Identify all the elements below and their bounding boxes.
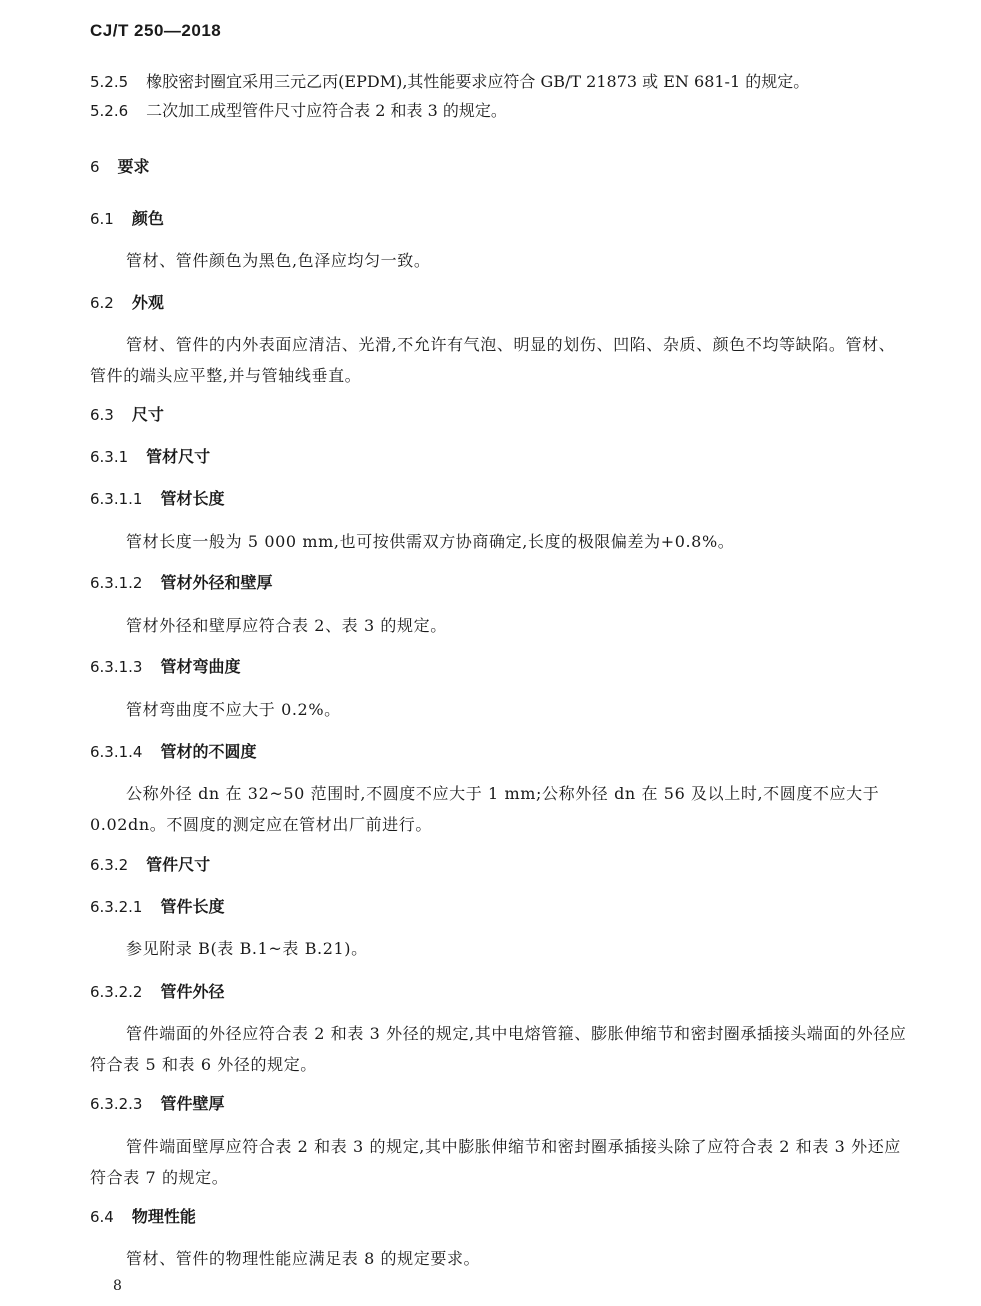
section-6-3-1-3-heading — [90, 656, 921, 678]
section-number: 6.3.1.2 — [90, 574, 143, 592]
section-title: 管材长度 — [160, 489, 225, 508]
section-title: 外观 — [131, 293, 164, 312]
section-6-2-body: 管材、管件的内外表面应清洁、光滑,不允许有气泡、明显的划伤、凹陷、杂质、颜色不均等缺陷。管材、管件的端头应平整,并与管轴线垂直。 — [90, 335, 896, 385]
section-6-3-1-2-body: 管材外径和壁厚应符合表 2、表 3 的规定。 — [126, 616, 447, 635]
section-title: 管件壁厚 — [160, 1094, 225, 1113]
section-number: 6.3.2.2 — [90, 983, 143, 1001]
section-6-3-2-2-body: 管件端面的外径应符合表 2 和表 3 外径的规定,其中电熔管箍、膨胀伸缩节和密封圈承插接头端面的外径应符合表 5 和表 6 外径的规定。 — [90, 1024, 907, 1074]
section-6-heading — [90, 156, 921, 178]
clause-number: 5.2.5 — [90, 73, 129, 91]
section-title: 管件长度 — [160, 897, 225, 916]
section-6-1-body: 管材、管件颜色为黑色,色泽应均匀一致。 — [126, 251, 431, 270]
section-6-3-2-3-heading — [90, 1093, 921, 1115]
section-number: 6.3.2.3 — [90, 1095, 143, 1113]
section-title: 管材尺寸 — [146, 447, 211, 466]
section-6-3-2-1-heading — [90, 896, 921, 918]
section-number: 6.3 — [90, 406, 114, 424]
section-6-4-body: 管材、管件的物理性能应满足表 8 的规定要求。 — [126, 1249, 481, 1268]
section-6-3-2-heading — [90, 854, 921, 876]
section-number: 6.3.1.3 — [90, 658, 143, 676]
section-6-3-2-1-body: 参见附录 B(表 B.1~表 B.21)。 — [126, 939, 368, 958]
section-number: 6.2 — [90, 294, 114, 312]
section-6-4-heading — [90, 1206, 921, 1228]
page-number: 8 — [113, 1278, 122, 1294]
section-number: 6.3.2.1 — [90, 898, 143, 916]
section-6-1-heading — [90, 208, 921, 230]
section-number: 6.3.1.4 — [90, 743, 143, 761]
section-title: 管件外径 — [160, 982, 225, 1001]
section-number: 6.3.1 — [90, 448, 129, 466]
section-title: 管材弯曲度 — [160, 657, 241, 676]
clause-text: 橡胶密封圈宜采用三元乙丙(EPDM),其性能要求应符合 GB/T 21873 或 EN 681-1 的规定。 — [146, 72, 810, 91]
clause-5-2-6 — [90, 100, 921, 122]
clause-5-2-5 — [90, 71, 921, 93]
section-title: 尺寸 — [131, 405, 164, 424]
section-number: 6.3.2 — [90, 856, 129, 874]
standard-code: CJ/T 250—2018 — [90, 21, 222, 40]
section-6-3-1-4-body: 公称外径 dn 在 32~50 范围时,不圆度不应大于 1 mm;公称外径 dn 在 56 及以上时,不圆度不应大于 0.02dn。不圆度的测定应在管材出厂前进行。 — [90, 784, 880, 834]
section-6-3-1-1-body: 管材长度一般为 5 000 mm,也可按供需双方协商确定,长度的极限偏差为+0.8%。 — [126, 532, 735, 551]
section-6-3-1-1-heading — [90, 488, 921, 510]
section-number: 6.3.1.1 — [90, 490, 143, 508]
section-6-3-heading — [90, 404, 921, 426]
section-6-3-1-3-body: 管材弯曲度不应大于 0.2%。 — [126, 700, 341, 719]
section-title: 要求 — [117, 157, 150, 176]
section-6-2-heading — [90, 292, 921, 314]
section-title: 物理性能 — [131, 1207, 196, 1226]
section-6-3-1-heading — [90, 446, 921, 468]
section-6-3-2-2-heading — [90, 981, 921, 1003]
section-title: 管件尺寸 — [146, 855, 211, 874]
section-title: 颜色 — [131, 209, 164, 228]
section-title: 管材外径和壁厚 — [160, 573, 273, 592]
section-6-3-1-4-heading — [90, 741, 921, 763]
section-6-3-2-3-body: 管件端面壁厚应符合表 2 和表 3 的规定,其中膨胀伸缩节和密封圈承插接头除了应符合表 2 和表 3 外还应符合表 7 的规定。 — [90, 1137, 901, 1187]
section-number: 6 — [90, 158, 100, 176]
clause-number: 5.2.6 — [90, 102, 129, 120]
section-number: 6.1 — [90, 210, 114, 228]
section-6-3-1-2-heading — [90, 572, 921, 594]
section-number: 6.4 — [90, 1208, 114, 1226]
section-title: 管材的不圆度 — [160, 742, 257, 761]
clause-text: 二次加工成型管件尺寸应符合表 2 和表 3 的规定。 — [146, 101, 507, 120]
